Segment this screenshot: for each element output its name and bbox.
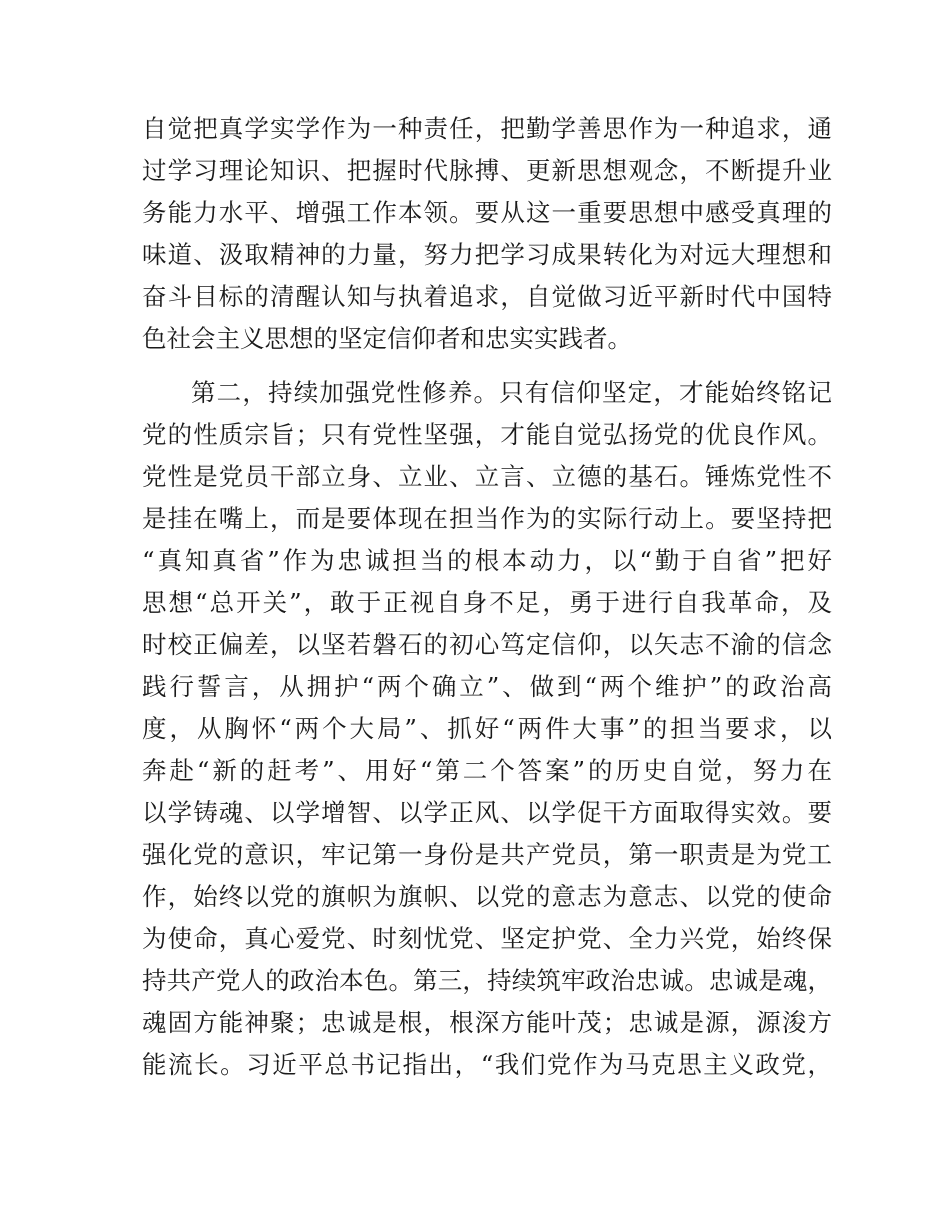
paragraph-2-line-14: 为使命，真心爱党、时刻忧党、坚定护党、全力兴党，始终保 <box>142 924 832 953</box>
paragraph-1-line-5: 奋斗目标的清醒认知与执着追求，自觉做习近平新时代中国特 <box>142 282 832 311</box>
paragraph-2-line-8: 践行誓言，从拥护“两个确立”、做到“两个维护”的政治高 <box>142 672 832 701</box>
paragraph-1-line-4: 味道、汲取精神的力量，努力把学习成果转化为对远大理想和 <box>142 240 832 269</box>
paragraph-2-line-6: 思想“总开关”，敢于正视自身不足，勇于进行自我革命，及 <box>142 588 832 617</box>
paragraph-2-line-16: 魂固方能神聚；忠诚是根，根深方能叶茂；忠诚是源，源浚方 <box>142 1008 832 1037</box>
paragraph-2-line-7: 时校正偏差，以坚若磐石的初心笃定信仰，以矢志不渝的信念 <box>142 630 832 659</box>
paragraph-2-line-17: 能流长。习近平总书记指出，“我们党作为马克思主义政党， <box>142 1050 832 1079</box>
paragraph-2-line-15: 持共产党人的政治本色。第三，持续筑牢政治忠诚。忠诚是魂， <box>142 966 832 995</box>
paragraph-2-line-1: 第二，持续加强党性修养。只有信仰坚定，才能始终铭记 <box>191 378 832 407</box>
paragraph-2-line-4: 是挂在嘴上，而是要体现在担当作为的实际行动上。要坚持把 <box>142 504 832 533</box>
paragraph-2-line-12: 强化党的意识，牢记第一身份是共产党员，第一职责是为党工 <box>142 840 832 869</box>
paragraph-1-line-6: 色社会主义思想的坚定信仰者和忠实实践者。 <box>142 324 632 353</box>
paragraph-2-line-9: 度，从胸怀“两个大局”、抓好“两件大事”的担当要求，以 <box>142 714 832 743</box>
paragraph-2-line-5: “真知真省”作为忠诚担当的根本动力，以“勤于自省”把好 <box>142 546 832 575</box>
paragraph-2-line-13: 作，始终以党的旗帜为旗帜、以党的意志为意志、以党的使命 <box>142 882 832 911</box>
paragraph-1-line-3: 务能力水平、增强工作本领。要从这一重要思想中感受真理的 <box>142 198 832 227</box>
paragraph-2-line-2: 党的性质宗旨；只有党性坚强，才能自觉弘扬党的优良作风。 <box>142 420 832 449</box>
paragraph-2-line-3: 党性是党员干部立身、立业、立言、立德的基石。锤炼党性不 <box>142 462 832 491</box>
paragraph-1-line-1: 自觉把真学实学作为一种责任，把勤学善思作为一种追求，通 <box>142 114 832 143</box>
paragraph-1-line-2: 过学习理论知识、把握时代脉搏、更新思想观念，不断提升业 <box>142 156 832 185</box>
paragraph-2-line-11: 以学铸魂、以学增智、以学正风、以学促干方面取得实效。要 <box>142 798 832 827</box>
paragraph-2-line-10: 奔赴“新的赶考”、用好“第二个答案”的历史自觉，努力在 <box>142 756 832 785</box>
